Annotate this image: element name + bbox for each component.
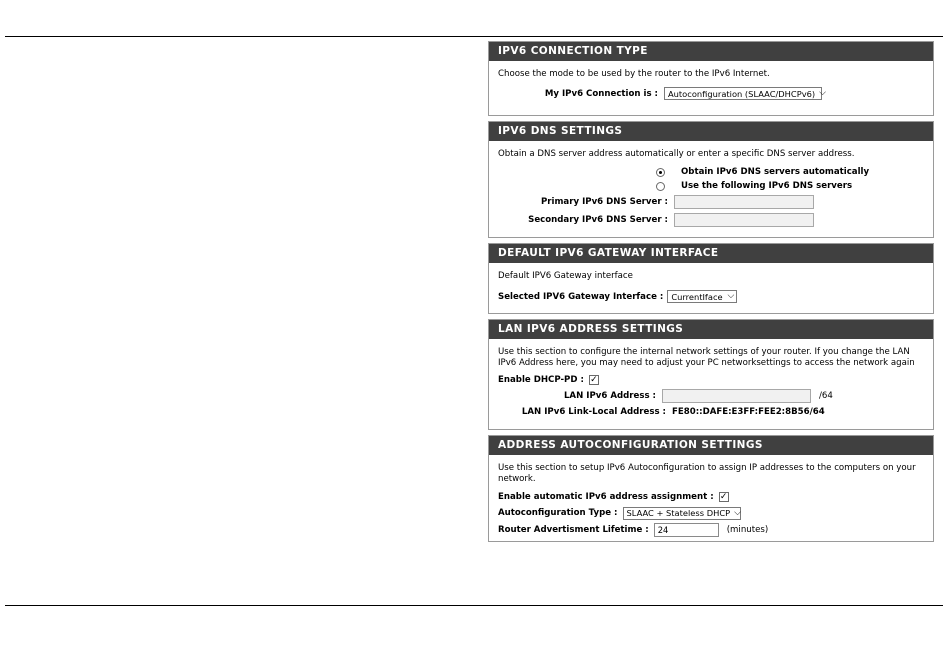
section-description: Default IPV6 Gateway interface — [498, 271, 633, 281]
section-description: Use this section to configure the internal network settings of your router. If you change the LAN IPv6 Address here, you may need to adjust your PC networksettings to access the network again — [498, 347, 915, 368]
dns-auto-radio[interactable] — [656, 168, 665, 177]
section-connection-type — [488, 41, 934, 116]
section-autoconfig — [488, 435, 934, 542]
connection-type-label: My IPv6 Connection is : — [544, 88, 658, 99]
ra-lifetime-unit: (minutes) — [726, 524, 769, 535]
dns-auto-label: Obtain IPv6 DNS servers automatically — [681, 167, 870, 177]
auto-assign-checkbox[interactable] — [719, 492, 729, 502]
ipv6-settings-panel — [488, 41, 934, 547]
check-icon: ✓ — [719, 492, 728, 502]
auto-assign-label: Enable automatic IPv6 address assignment : — [498, 492, 714, 502]
section-description: Obtain a DNS server address automatically or enter a specific DNS server address. — [498, 149, 855, 159]
section-lan-ipv6 — [488, 319, 934, 430]
link-local-value: FE80::DAFE:E3FF:FEE2:8B56/64 — [672, 407, 825, 417]
top-divider — [5, 36, 943, 37]
primary-dns-input[interactable] — [674, 195, 814, 209]
section-title: IPV6 CONNECTION TYPE — [489, 42, 933, 61]
gateway-interface-select[interactable]: CurrentIface ⌵ — [667, 290, 737, 303]
chevron-down-icon: ⌵ — [727, 291, 735, 301]
chevron-down-icon: ⌵ — [819, 88, 826, 98]
link-local-label: LAN IPv6 Link-Local Address : — [521, 407, 666, 417]
dhcp-pd-checkbox[interactable] — [589, 375, 599, 385]
section-dns-settings — [488, 121, 934, 238]
secondary-dns-label: Secondary IPv6 DNS Server : — [528, 215, 668, 225]
section-description: Choose the mode to be used by the router to the IPv6 Internet. — [498, 69, 770, 79]
lan-ipv6-address-input[interactable] — [662, 389, 811, 403]
section-gateway-interface — [488, 243, 934, 314]
lan-prefix-suffix: /64 — [819, 391, 833, 401]
bottom-divider — [5, 605, 943, 606]
connection-type-select[interactable]: Autoconfiguration (SLAAC/DHCPv6) ⌵ — [664, 87, 822, 100]
gateway-interface-label: Selected IPV6 Gateway Interface : — [498, 291, 664, 302]
autoconfig-type-label: Autoconfiguration Type : — [498, 508, 618, 518]
check-icon: ✓ — [590, 375, 598, 385]
section-title: DEFAULT IPV6 GATEWAY INTERFACE — [489, 244, 933, 263]
section-title: IPV6 DNS SETTINGS — [489, 122, 933, 141]
dns-manual-label: Use the following IPv6 DNS servers — [681, 181, 853, 191]
chevron-down-icon: ⌵ — [734, 507, 741, 518]
section-title: LAN IPV6 ADDRESS SETTINGS — [489, 320, 933, 339]
primary-dns-label: Primary IPv6 DNS Server : — [541, 197, 668, 207]
section-title: ADDRESS AUTOCONFIGURATION SETTINGS — [489, 436, 933, 455]
ra-lifetime-input[interactable]: 24 — [654, 523, 719, 537]
autoconfig-type-select[interactable]: SLAAC + Stateless DHCP ⌵ — [623, 507, 741, 520]
dns-manual-radio[interactable] — [656, 182, 665, 191]
lan-ipv6-address-label: LAN IPv6 Address : — [563, 391, 656, 401]
section-description: Use this section to setup IPv6 Autoconfiguration to assign IP addresses to the computers on your network. — [498, 463, 916, 484]
dhcp-pd-label: Enable DHCP-PD : — [498, 375, 584, 385]
secondary-dns-input[interactable] — [674, 213, 814, 227]
ra-lifetime-label: Router Advertisment Lifetime : — [498, 524, 649, 535]
